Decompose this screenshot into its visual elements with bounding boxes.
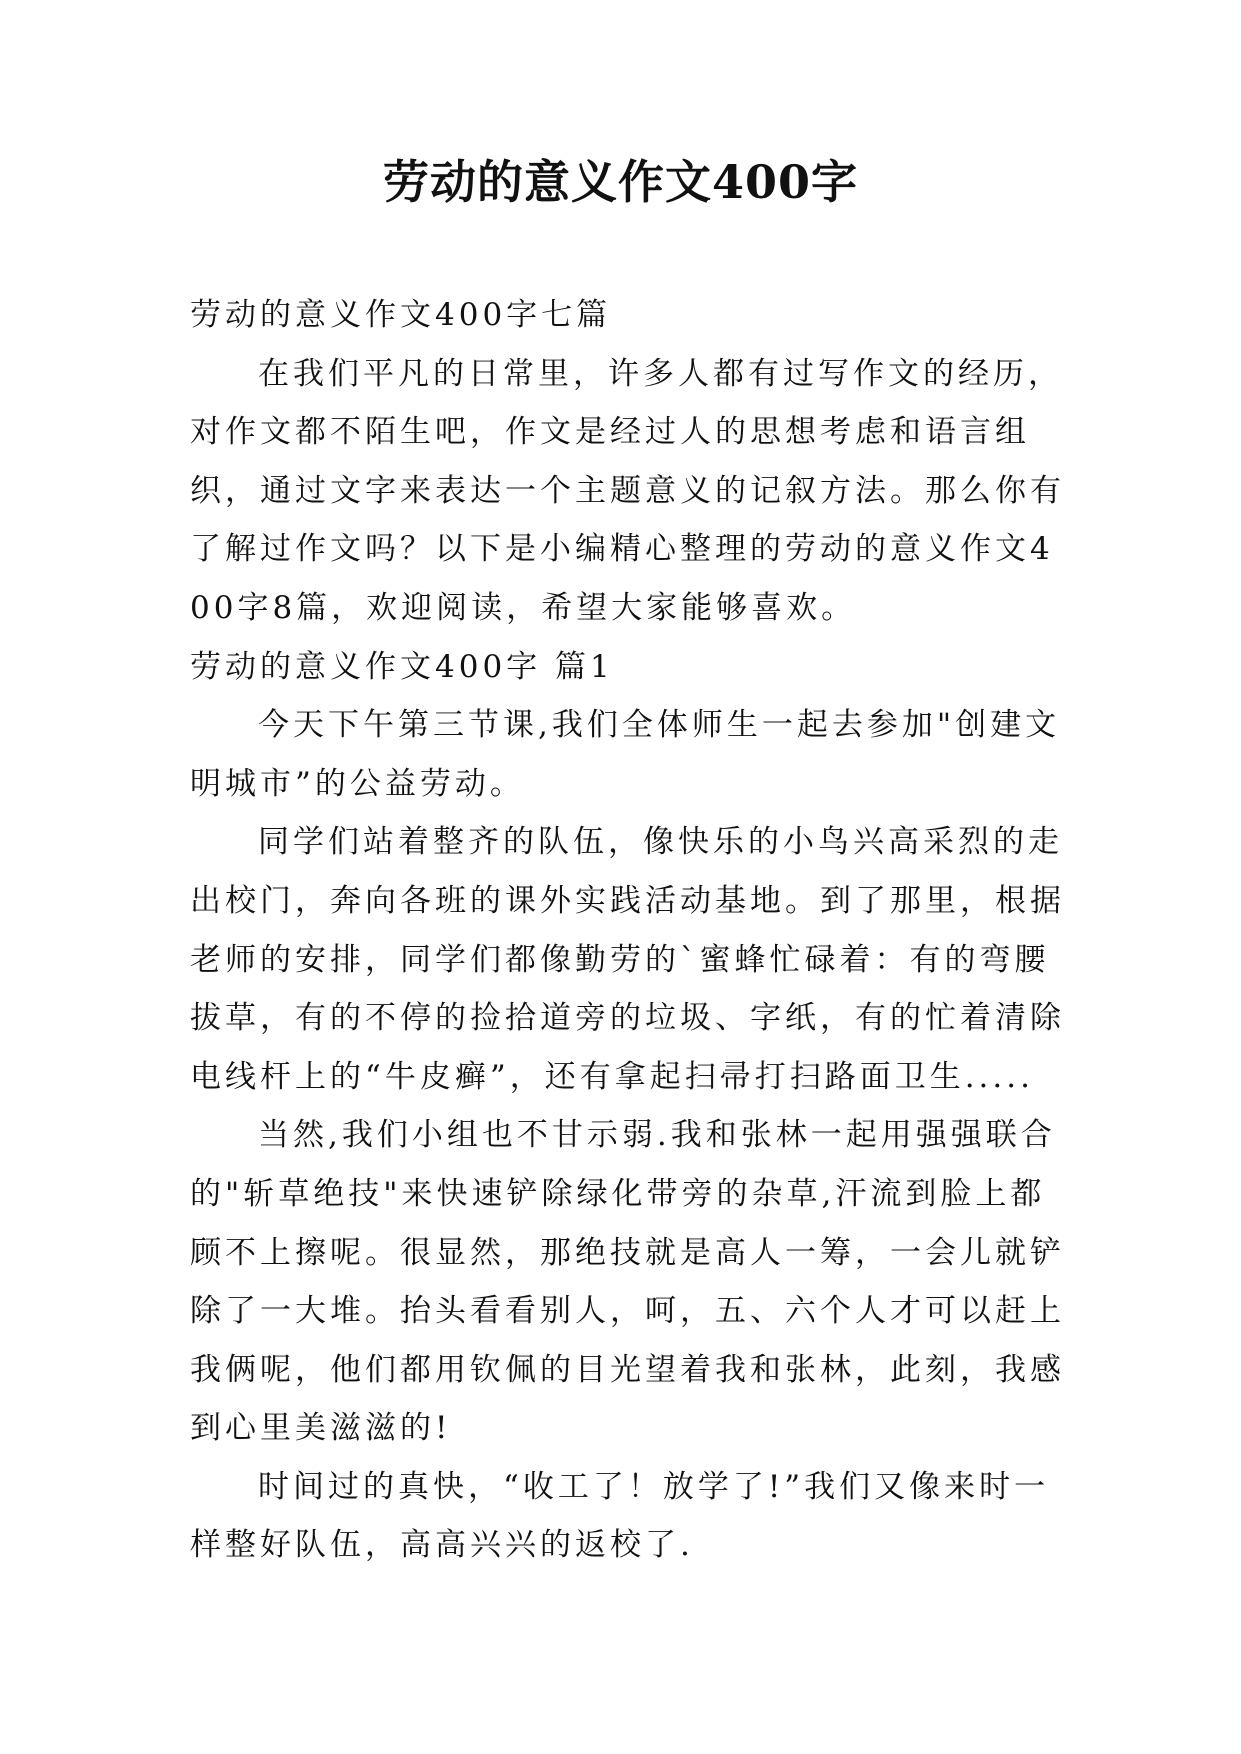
document-subtitle: 劳动的意义作文400字七篇: [190, 297, 612, 333]
section-heading: 劳动的意义作文400字 篇1: [190, 648, 614, 685]
intro-paragraph: 在我们平凡的日常里，许多人都有过写作文的经历，对作文都不陌生吧，作文是经过人的思想考虑和语言组织，通过文字来表达一个主题意义的记叙方法。那么你有了解过作文吗？以下是小编精心整理的劳动的意义作文400字8篇，欢迎阅读，希望大家能够喜欢。: [190, 355, 1065, 626]
paragraph-1: 今天下午第三节课,我们全体师生一起去参加"创建文明城市”的公益劳动。: [190, 707, 1061, 802]
paragraph-3: 当然,我们小组也不甘示弱.我和张林一起用强强联合的"斩草绝技"来快速铲除绿化带旁的杂草,汗流到脸上都顾不上擦呢。很显然，那绝技就是高人一筹，一会儿就铲除了一大堆。抬头看看别人，呵，五、六个人才可以赶上我俩呢，他们都用钦佩的目光望着我和张林，此刻，我感到心里美滋滋的!: [190, 1117, 1065, 1447]
paragraph-4: 时间过的真快，“收工了！放学了!”我们又像来时一样整好队伍，高高兴兴的返校了.: [190, 1468, 1050, 1564]
document-body: [190, 286, 1070, 1575]
paragraph-2: 同学们站着整齐的队伍，像快乐的小鸟兴高采烈的走出校门，奔向各班的课外实践活动基地。到了那里，根据老师的安排，同学们都像勤劳的`蜜蜂忙碌着：有的弯腰拔草，有的不停的捡拾道旁的垃圾、字纸，有的忙着清除电线杆上的“牛皮癣”，还有拿起扫帚打扫路面卫生.....: [190, 824, 1065, 1095]
document-title: 劳动的意义作文400字: [382, 155, 859, 209]
